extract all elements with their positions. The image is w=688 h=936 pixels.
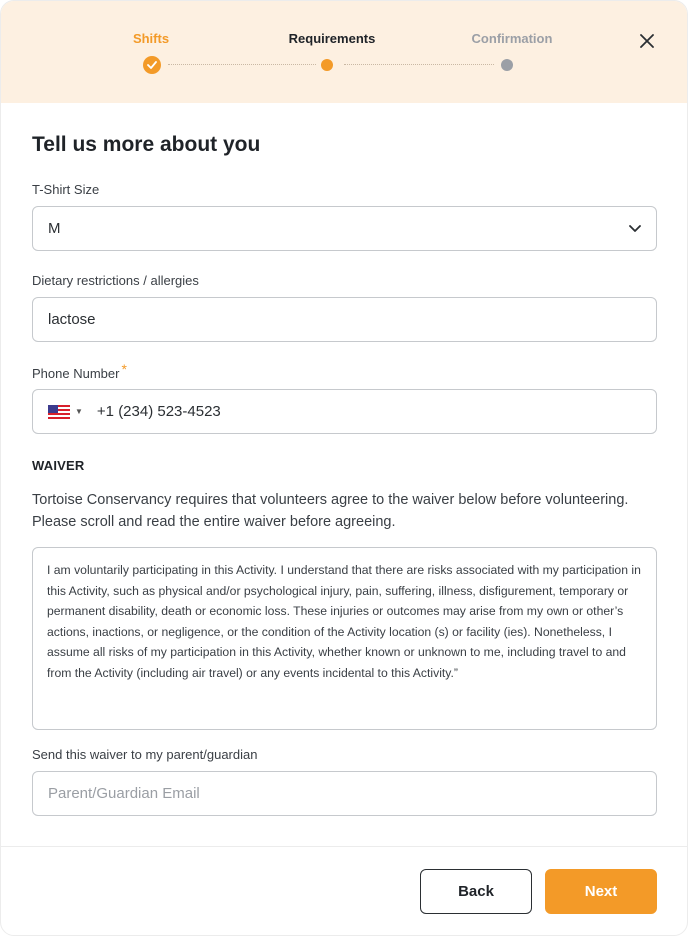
next-button[interactable]: Next [545, 869, 657, 914]
us-flag-icon [48, 405, 70, 419]
step-upcoming-dot [501, 59, 513, 71]
tshirt-size-value: M [48, 220, 61, 237]
close-icon[interactable] [635, 29, 659, 53]
waiver-text-box[interactable]: I am voluntarily participating in this Activity. I understand that there are risks associated with my participation in this Activity, such as physical and/or psychological injury, pain, suffering, illness, disfigurement, temporary or permanent disability, death or economic loss. These injuries or outcomes may arise from my own or other’s actions, inactions, or negligence, or the condition of the Activity location (s) or facility (ies). Nonetheless, I assume all risks of my participation in this Activity, whether known or unknown to me, including travel to and from the Activity (including air travel) or any events incidental to this Activity.” [32, 547, 657, 730]
step-active-dot [321, 59, 333, 71]
chevron-down-icon [628, 221, 642, 239]
guardian-label: Send this waiver to my parent/guardian [32, 747, 258, 762]
page-title: Tell us more about you [32, 133, 261, 156]
back-button[interactable]: Back [420, 869, 532, 914]
tshirt-size-label: T-Shirt Size [32, 182, 100, 197]
dietary-value: lactose [48, 311, 96, 328]
step-connector [344, 64, 494, 65]
step-requirements-label: Requirements [288, 31, 376, 46]
step-confirmation-label: Confirmation [471, 31, 553, 46]
guardian-email-placeholder: Parent/Guardian Email [48, 785, 200, 802]
phone-label-text: Phone Number [32, 366, 120, 381]
phone-number-input[interactable] [32, 389, 657, 434]
step-connector [168, 64, 316, 65]
required-mark: * [121, 361, 127, 377]
tshirt-size-select[interactable] [32, 206, 657, 251]
country-select[interactable] [48, 405, 83, 419]
dietary-label: Dietary restrictions / allergies [32, 273, 199, 288]
dietary-input[interactable] [32, 297, 657, 342]
stepper-header [1, 1, 688, 103]
waiver-heading: WAIVER [32, 458, 85, 473]
waiver-description: Tortoise Conservancy requires that volunteers agree to the waiver below before volunteering. Please scroll and read the entire waiver before agreeing. [32, 492, 629, 530]
phone-number-label [32, 361, 127, 381]
guardian-email-input[interactable] [32, 771, 657, 816]
footer-divider [1, 846, 688, 847]
phone-value: +1 (234) 523-4523 [96, 403, 221, 420]
caret-down-icon: ▼ [75, 407, 83, 416]
checkmark-icon[interactable] [143, 56, 161, 74]
step-shifts-label[interactable]: Shifts [132, 31, 170, 46]
